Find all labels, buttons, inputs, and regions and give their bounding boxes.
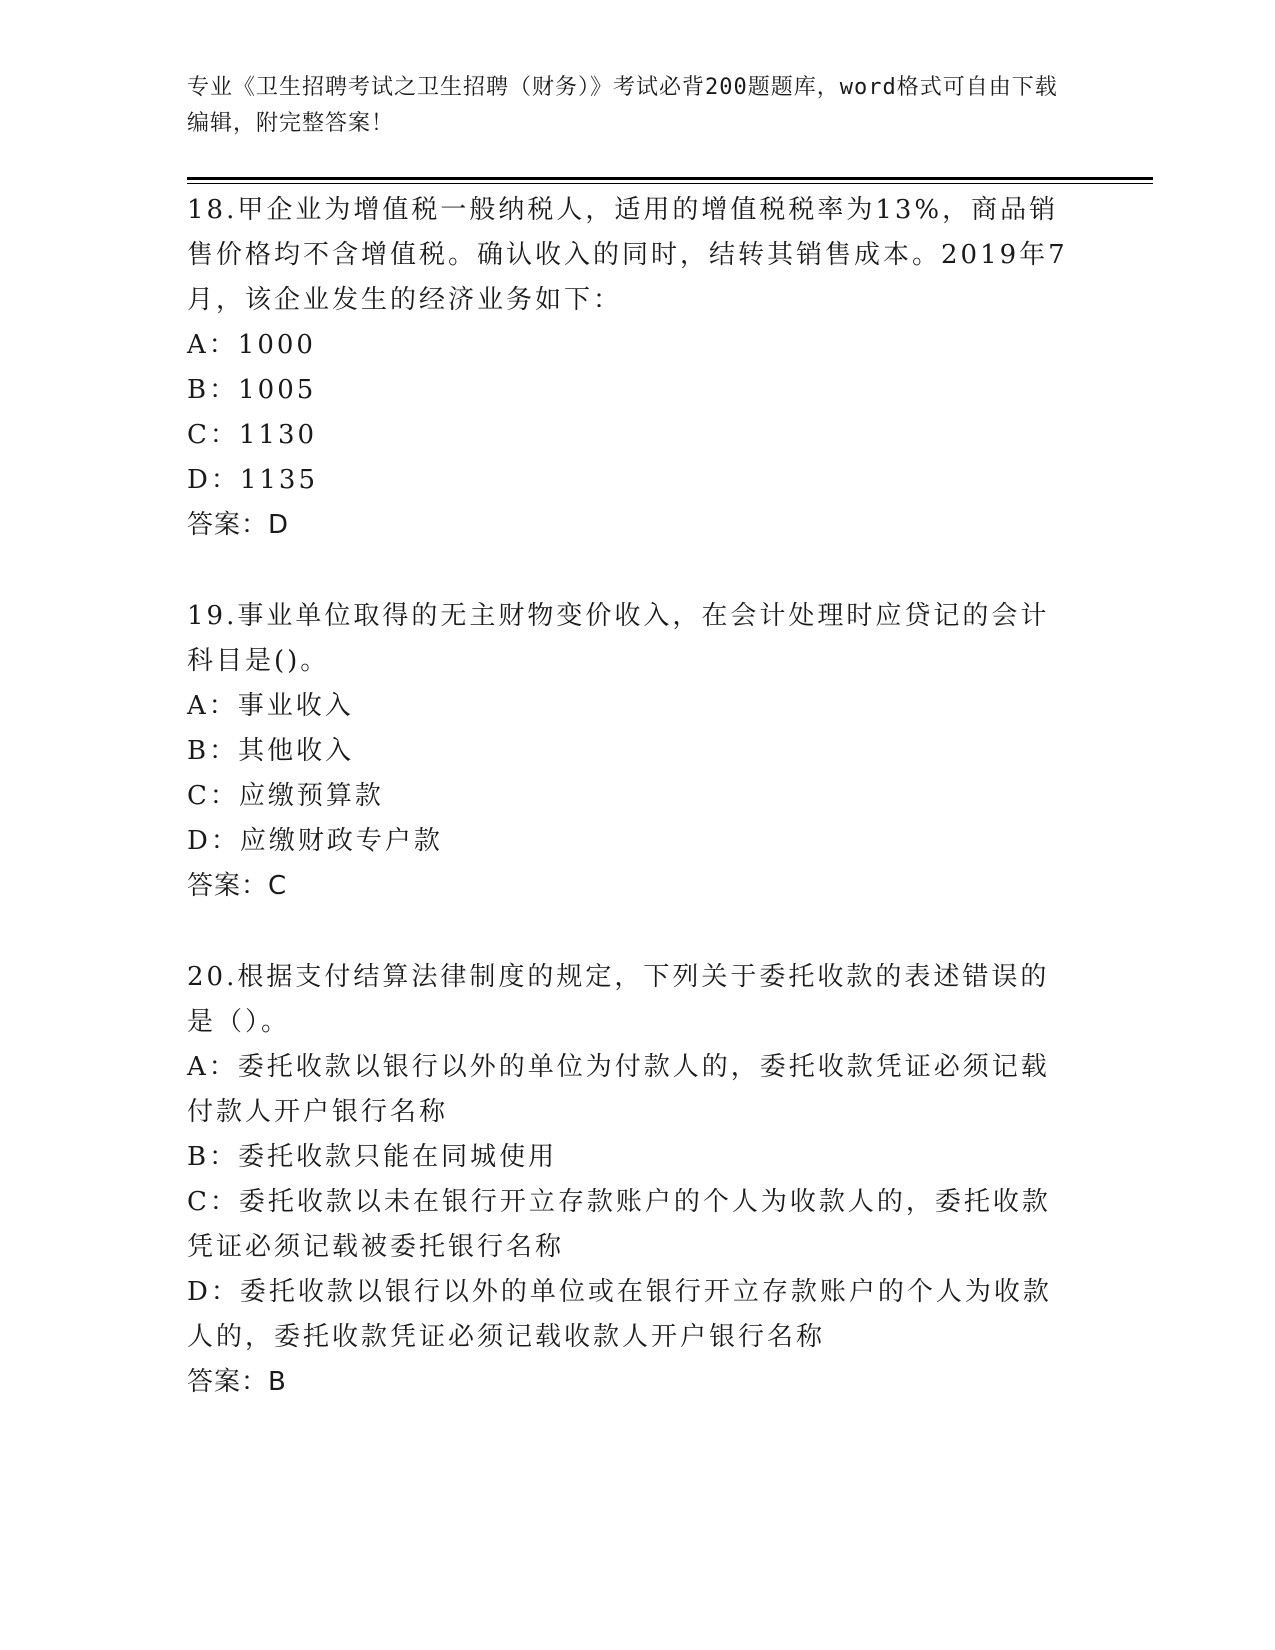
option-c: C：应缴预算款 [187,781,384,811]
option-d: D：委托收款以银行以外的单位或在银行开立存款账户的个人为收款人的，委托收款凭证必须记载收款人开户银行名称 [187,1277,1052,1352]
header-divider-thick [187,177,1153,180]
option-d: D：应缴财政专户款 [187,826,443,856]
question-20 [187,955,1077,1405]
option-c: C：委托收款以未在银行开立存款账户的个人为收款人的，委托收款凭证必须记载被委托银行名称 [187,1187,1051,1262]
question-list [187,188,1077,1405]
option-b: B：1005 [187,375,317,405]
question-19 [187,594,1077,909]
option-a: A：委托收款以银行以外的单位为付款人的，委托收款凭证必须记载付款人开户银行名称 [187,1052,1050,1127]
option-b: B：委托收款只能在同城使用 [187,1142,558,1172]
header-divider-thin [187,183,1153,184]
question-18 [187,188,1077,548]
document-title: 专业《卫生招聘考试之卫生招聘（财务）》考试必背200题题库，word格式可自由下载编辑，附完整答案！ [187,75,1058,136]
question-spacer [187,909,1077,955]
option-b: B：其他收入 [187,736,355,766]
answer-label: 答案：B [187,1367,287,1397]
answer-label: 答案：D [187,510,290,540]
question-stem: 18.甲企业为增值税一般纳税人，适用的增值税税率为13%，商品销售价格均不含增值税。确认收入的同时，结转其销售成本。2019年7月，该企业发生的经济业务如下： [187,195,1068,315]
option-c: C：1130 [187,420,318,450]
option-a: A：1000 [187,330,316,360]
option-a: A：事业收入 [187,691,354,721]
question-stem: 19.事业单位取得的无主财物变价收入，在会计处理时应贷记的会计科目是()。 [187,601,1050,676]
answer-label: 答案：C [187,871,288,901]
question-spacer [187,548,1077,594]
option-d: D：1135 [187,465,319,495]
question-stem: 20.根据支付结算法律制度的规定，下列关于委托收款的表述错误的是（）。 [187,962,1050,1037]
